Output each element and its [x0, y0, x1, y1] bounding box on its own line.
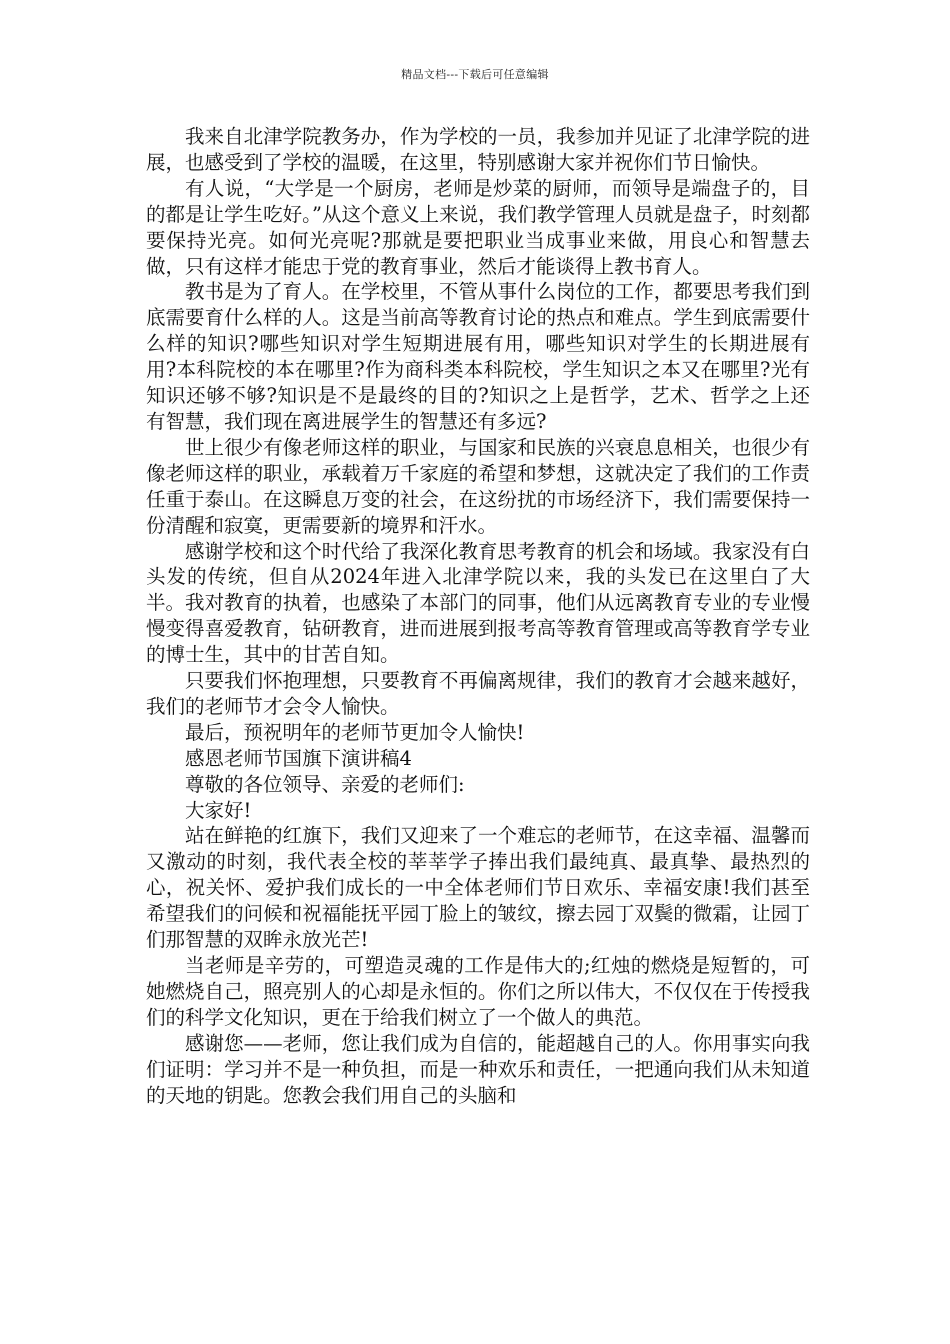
greeting: 大家好!	[185, 798, 252, 822]
paragraph: 感谢学校和这个时代给了我深化教育思考教育的机会和场域。我家没有白头发的传统，但自从2024年进入北津学院以来，我的头发已在这里白了大半。我对教育的执着，也感染了本部门的同事，他们从远离教育专业的专业慢慢变得喜爱教育，钻研教育，进而进展到报考高等教育管理或高等教育学专业的博士生，其中的甘苦自知。	[146, 539, 810, 667]
paragraph: 当老师是辛劳的，可塑造灵魂的工作是伟大的;红烛的燃烧是短暂的，可她燃烧自己，照亮别人的心却是永恒的。你们之所以伟大，不仅仅在于传授我们的科学文化知识，更在于给我们树立了一个做人的典范。	[146, 954, 810, 1029]
document-body	[146, 124, 810, 1108]
paragraph: 有人说，“大学是一个厨房，老师是炒菜的厨师，而领导是端盘子的，目的都是让学生吃好。”从这个意义上来说，我们教学管理人员就是盘子，时刻都要保持光亮。如何光亮呢?那就是要把职业当成事业来做，用良心和智慧去做，只有这样才能忠于党的教育事业，然后才能谈得上教书育人。	[146, 176, 810, 278]
paragraph: 最后，预祝明年的老师节更加令人愉快!	[185, 720, 525, 744]
paragraph: 世上很少有像老师这样的职业，与国家和民族的兴衰息息相关，也很少有像老师这样的职业，承载着万千家庭的希望和梦想，这就决定了我们的工作责任重于泰山。在这瞬息万变的社会，在这纷扰的市场经济下，我们需要保持一份清醒和寂寞，更需要新的境界和汗水。	[146, 435, 810, 537]
section-heading: 感恩老师节国旗下演讲稿4	[185, 746, 412, 770]
paragraph: 只要我们怀抱理想，只要教育不再偏离规律，我们的教育才会越来越好，我们的老师节才会令人愉快。	[146, 669, 810, 718]
page-header: 精品文档---下载后可任意编辑	[401, 68, 549, 81]
paragraph: 站在鲜艳的红旗下，我们又迎来了一个难忘的老师节，在这幸福、温馨而又激动的时刻，我代表全校的莘莘学子捧出我们最纯真、最真挚、最热烈的心，祝关怀、爱护我们成长的一中全体老师们节日欢乐、幸福安康!我们甚至希望我们的问候和祝福能抚平园丁脸上的皱纹，擦去园丁双鬓的微霜，让园丁们那智慧的双眸永放光芒!	[146, 824, 810, 952]
paragraph: 我来自北津学院教务办，作为学校的一员，我参加并见证了北津学院的进展，也感受到了学校的温暖，在这里，特别感谢大家并祝你们节日愉快。	[146, 125, 810, 174]
paragraph: 教书是为了育人。在学校里，不管从事什么岗位的工作，都要思考我们到底需要育什么样的人。这是当前高等教育讨论的热点和难点。学生到底需要什么样的知识?哪些知识对学生短期进展有用，哪些知识对学生的长期进展有用?本科院校的本在哪里?作为商科类本科院校，学生知识之本又在哪里?光有知识还够不够?知识是不是最终的目的?知识之上是哲学，艺术、哲学之上还有智慧，我们现在离进展学生的智慧还有多远?	[146, 280, 810, 433]
salutation: 尊敬的各位领导、亲爱的老师们:	[185, 772, 465, 796]
paragraph: 感谢您——老师，您让我们成为自信的，能超越自己的人。你用事实向我们证明：学习并不是一种负担，而是一种欢乐和责任，一把通向我们从未知道的天地的钥匙。您教会我们用自己的头脑和	[146, 1031, 810, 1107]
